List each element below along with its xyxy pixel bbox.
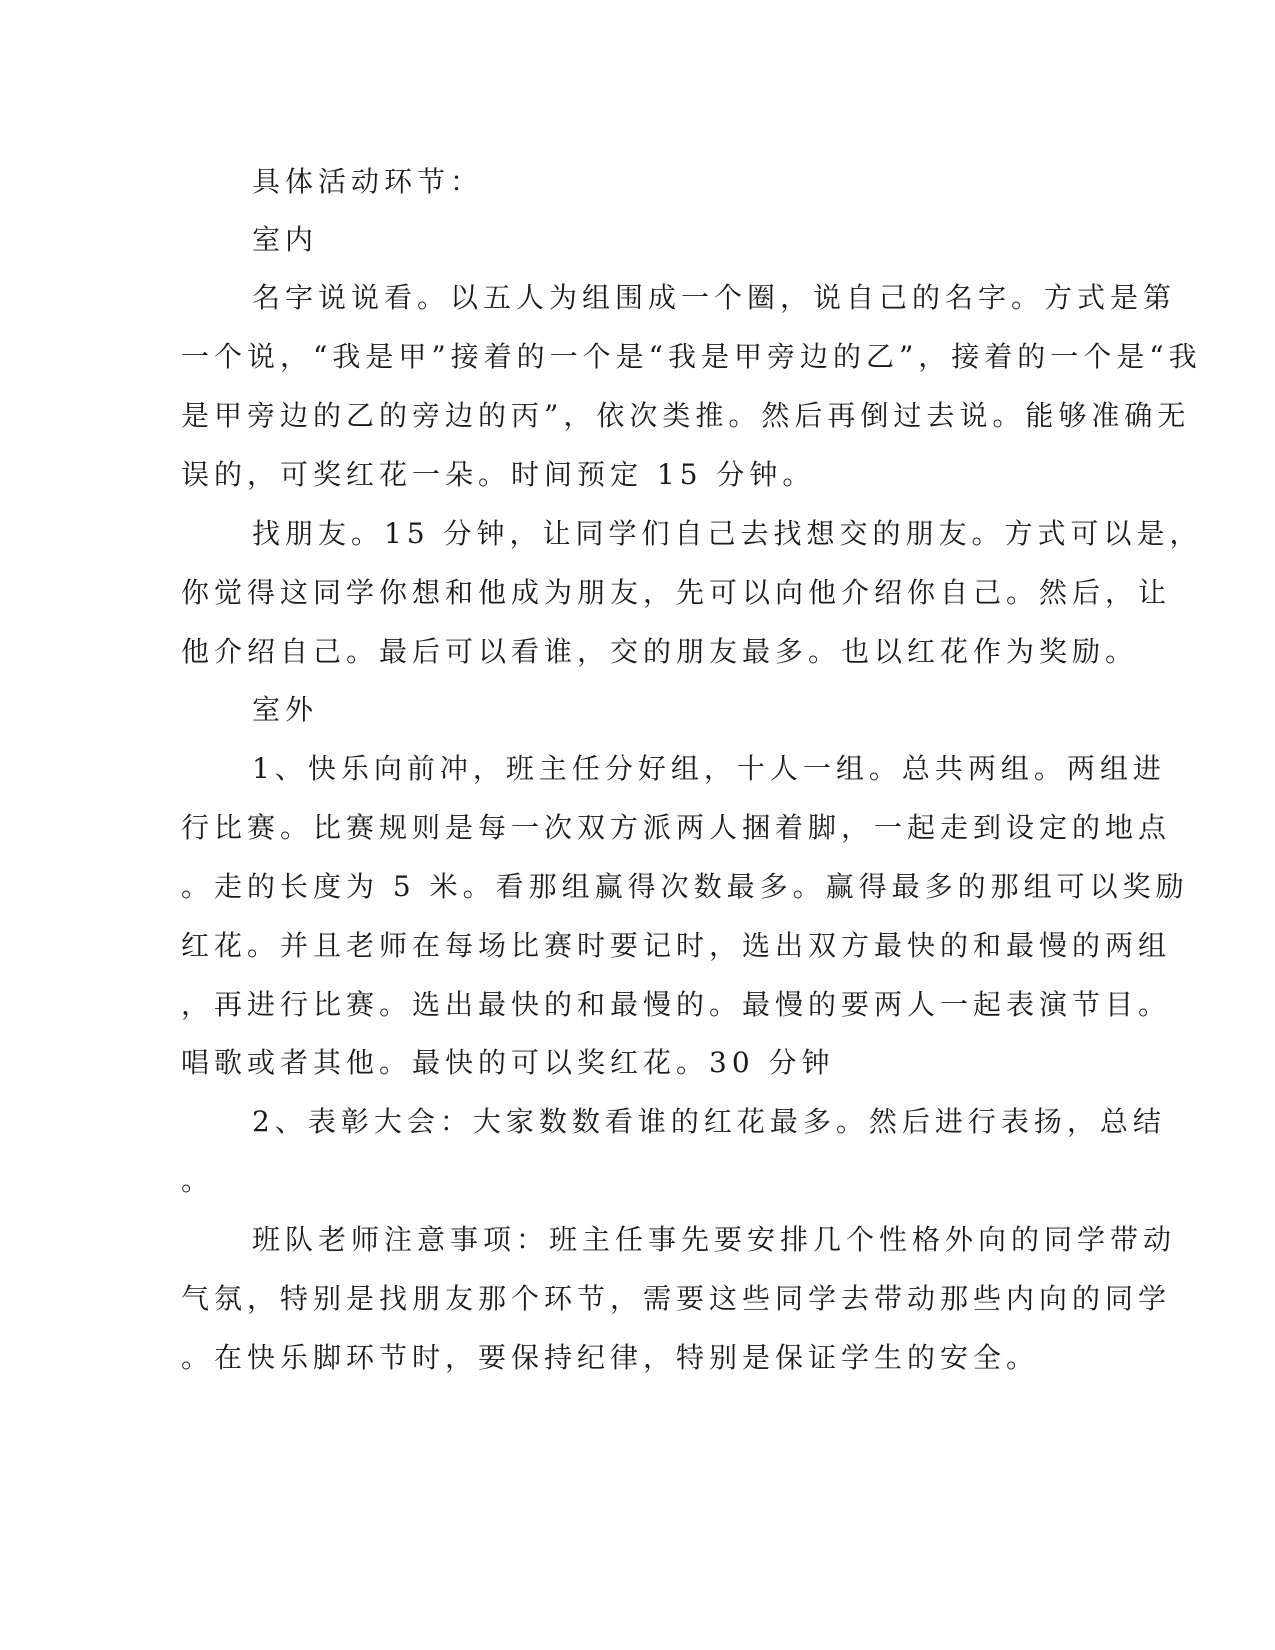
- section-heading-outdoor: 室外: [252, 693, 319, 726]
- paragraph-line: 1、快乐向前冲，班主任分好组，十人一组。总共两组。两组进: [252, 752, 1166, 785]
- section-heading-indoor: 室内: [252, 223, 319, 256]
- paragraph-line: 行比赛。比赛规则是每一次双方派两人捆着脚，一起走到设定的地点: [181, 811, 1172, 844]
- paragraph-line: 。走的长度为 5 米。看那组赢得次数最多。赢得最多的那组可以奖励: [181, 870, 1189, 903]
- paragraph-line: 找朋友。15 分钟，让同学们自己去找想交的朋友。方式可以是，: [252, 517, 1203, 550]
- paragraph-line: 。: [181, 1164, 215, 1197]
- paragraph-line: 气氛，特别是找朋友那个环节，需要这些同学去带动那些内向的同学: [181, 1282, 1172, 1315]
- paragraph-line: 你觉得这同学你想和他成为朋友，先可以向他介绍你自己。然后，让: [181, 576, 1172, 609]
- paragraph-line: 班队老师注意事项：班主任事先要安排几个性格外向的同学带动: [252, 1223, 1177, 1256]
- paragraph-line: 2、表彰大会：大家数数看谁的红花最多。然后进行表扬，总结: [252, 1105, 1166, 1138]
- paragraph-line: 红花。并且老师在每场比赛时要记时，选出双方最快的和最慢的两组: [181, 929, 1172, 962]
- paragraph-line: 。在快乐脚环节时，要保持纪律，特别是保证学生的安全。: [181, 1341, 1040, 1374]
- paragraph-line: 是甲旁边的乙的旁边的丙”，依次类推。然后再倒过去说。能够准确无: [181, 399, 1191, 432]
- paragraph-line: ，再进行比赛。选出最快的和最慢的。最慢的要两人一起表演节目。: [181, 988, 1172, 1021]
- paragraph-line: 唱歌或者其他。最快的可以奖红花。30 分钟: [181, 1046, 835, 1079]
- paragraph-line: 误的，可奖红花一朵。时间预定 15 分钟。: [181, 458, 816, 491]
- paragraph-line: 他介绍自己。最后可以看谁，交的朋友最多。也以红花作为奖励。: [181, 635, 1139, 668]
- paragraph-line: 一个说，“我是甲”接着的一个是“我是甲旁边的乙”，接着的一个是“我: [181, 340, 1202, 373]
- section-heading-activities: 具体活动环节：: [252, 165, 484, 198]
- paragraph-line: 名字说说看。以五人为组围成一个圈，说自己的名字。方式是第: [252, 281, 1177, 314]
